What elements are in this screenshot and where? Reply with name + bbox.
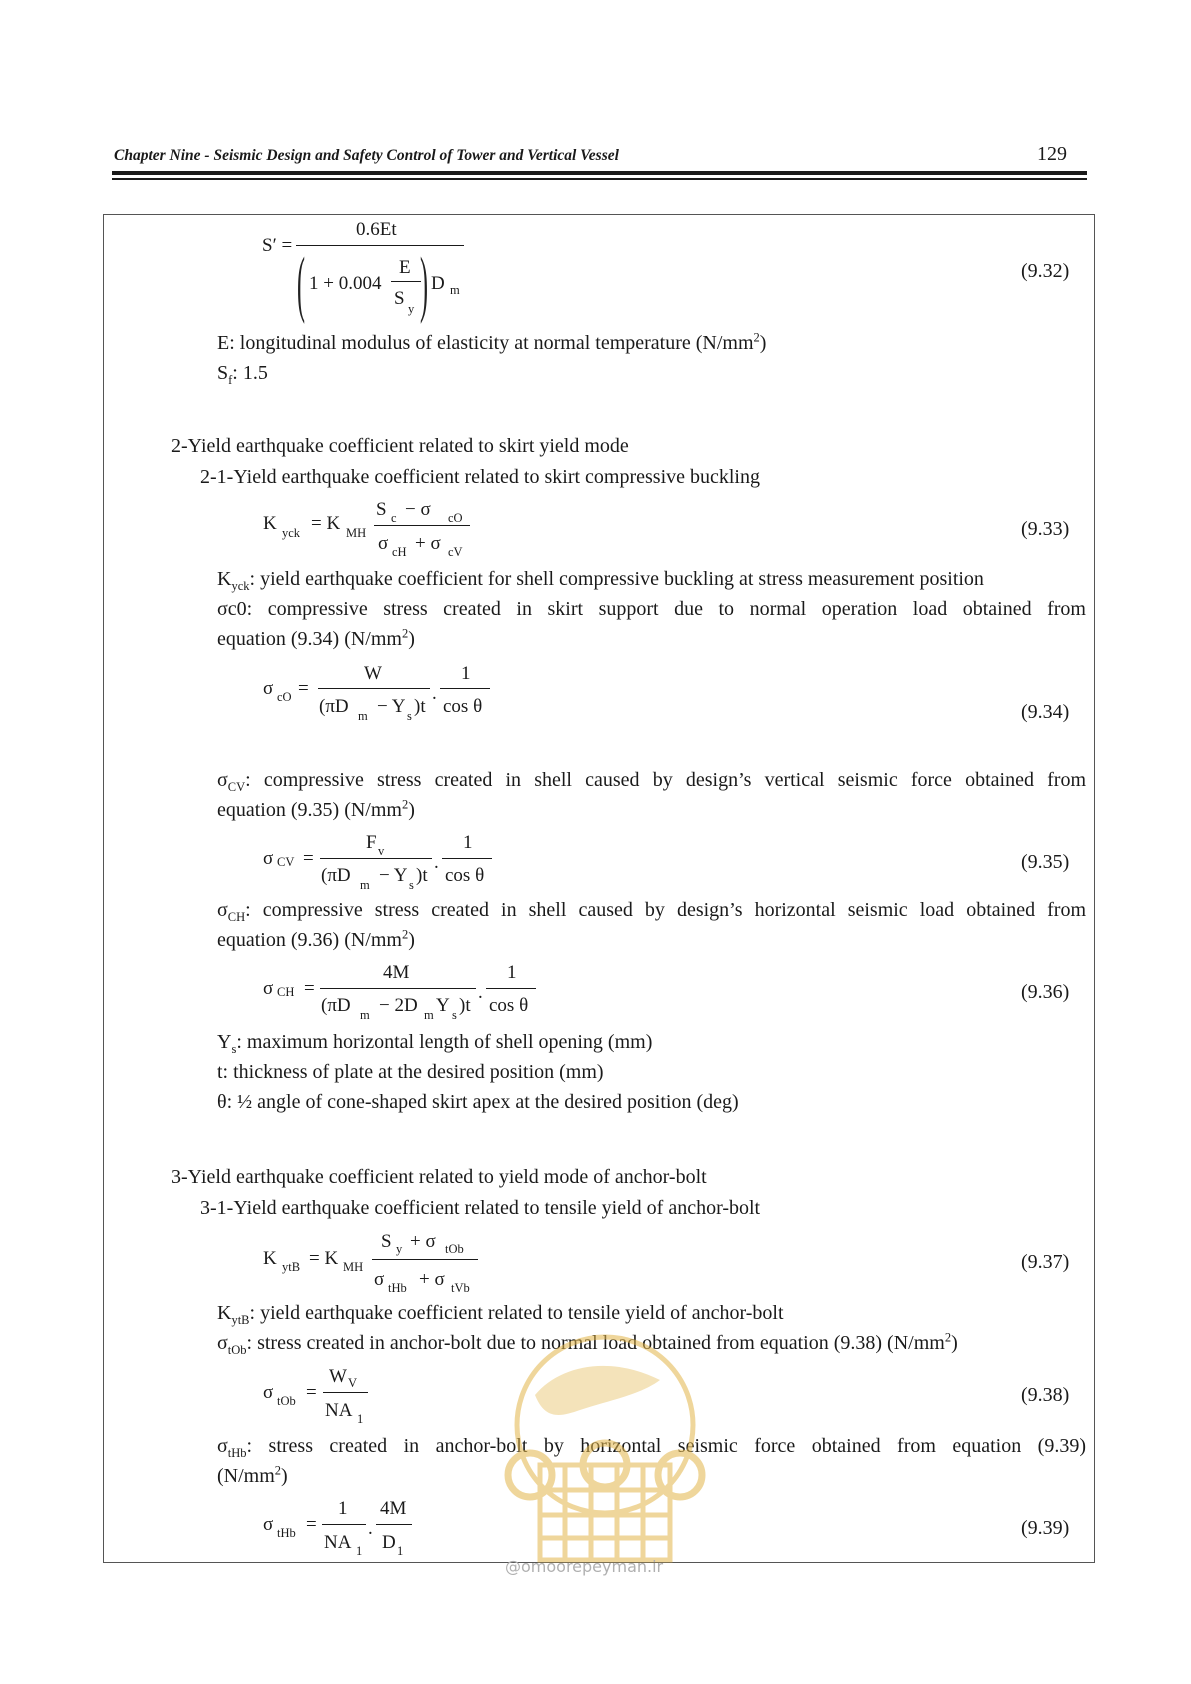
fraction-bar — [442, 858, 492, 859]
equation-number: (9.38) — [1021, 1384, 1070, 1406]
section-heading-2: 2-Yield earthquake coefficient related to skirt yield mode — [171, 435, 629, 457]
inner-fraction-bar — [391, 281, 421, 282]
omoore-peyman-logo-icon — [490, 1325, 720, 1570]
fraction-bar — [322, 1524, 366, 1525]
fraction-bar — [323, 1392, 368, 1393]
equation-number: (9.36) — [1021, 981, 1070, 1003]
definition-sigma-CH-line1: $\sigma_{CH}$: compressive stress created in shell caused by design’s horizontal seismic load obtained from — [217, 899, 1086, 924]
definition-sigma-tHb-line2: $(N/mm^2)$ — [217, 1463, 288, 1487]
definition-sc0-line1: σc0: compressive stress created in skirt support due to normal operation load obtained from — [217, 598, 1086, 620]
running-header-title: Chapter Nine - Seismic Design and Safety Control of Tower and Vertical Vessel — [114, 147, 619, 164]
eq-den-one: 1 + 0.004 — [309, 273, 382, 294]
definition-sc0-line2: equation (9.34) $(N/mm^2)$ — [217, 626, 415, 650]
eq-den-S-sub: y — [408, 302, 415, 316]
definition-sigma-CV-line1: $\sigma_{CV}$: compressive stress created in shell caused by design’s vertical seismic force obtained from — [217, 769, 1086, 794]
definition-Kyck: $K_{yck}$: yield earthquake coefficient for shell compressive buckling at stress measurement position — [217, 568, 984, 593]
fraction-bar — [320, 858, 432, 859]
definition-E: E: longitudinal modulus of elasticity at normal temperature $(N/mm^2)$ — [217, 330, 767, 354]
equation-number: (9.39) — [1021, 1517, 1070, 1539]
equation-number: (9.35) — [1021, 851, 1070, 873]
equation-number: (9.32) — [1021, 260, 1070, 282]
watermark-site-text: @omoorepeyman.ir — [505, 1557, 664, 1576]
definition-sigma-tOb: $\sigma_{tOb}$: stress created in anchor-bolt due to normal load obtained from equation (9.38) $(N/mm^2)$ — [217, 1330, 958, 1357]
fraction-bar — [320, 988, 476, 989]
eq-numerator: 0.6Et — [356, 219, 397, 240]
subsection-heading-3-1: 3-1-Yield earthquake coefficient related to tensile yield of anchor-bolt — [200, 1197, 761, 1219]
page-number: 129 — [1037, 143, 1067, 165]
fraction-bar — [296, 245, 464, 246]
definition-theta: θ: ½ angle of cone-shaped skirt apex at the desired position (deg) — [217, 1091, 739, 1113]
eq-lhs: S′ = — [262, 235, 293, 256]
definition-sigma-CH-line2: equation (9.36) $(N/mm^2)$ — [217, 927, 415, 951]
equation-number: (9.37) — [1021, 1251, 1070, 1273]
fraction-bar — [376, 1524, 412, 1525]
definition-sigma-CV-line2: equation (9.35) $(N/mm^2)$ — [217, 797, 415, 821]
fraction-bar — [486, 988, 536, 989]
right-paren: ) — [420, 245, 428, 327]
section-heading-3: 3-Yield earthquake coefficient related to yield mode of anchor-bolt — [171, 1166, 707, 1188]
fraction-bar — [372, 1259, 478, 1260]
definition-sigma-tHb-line1: $\sigma_{tHb}$: stress created in anchor-bolt by horizontal seismic force obtained from equation (9.39) — [217, 1435, 1086, 1460]
eq-den-D: D — [431, 273, 445, 294]
fraction-bar — [374, 525, 470, 526]
definition-KytB: $K_{ytB}$: yield earthquake coefficient related to tensile yield of anchor-bolt — [217, 1302, 784, 1327]
equation-number: (9.34) — [1021, 701, 1070, 723]
definition-Ys: $Y_s$: maximum horizontal length of shell opening (mm) — [217, 1031, 653, 1056]
eq-den-D-sub: m — [450, 283, 460, 297]
subsection-heading-2-1: 2-1-Yield earthquake coefficient related to skirt compressive buckling — [200, 466, 760, 488]
header-rule-thick — [112, 171, 1087, 175]
left-paren: ( — [297, 245, 305, 327]
header-rule-thin — [112, 178, 1087, 180]
definition-t: t: thickness of plate at the desired position (mm) — [217, 1061, 604, 1083]
equation-number: (9.33) — [1021, 518, 1070, 540]
eq-den-S: S — [394, 288, 405, 309]
fraction-bar — [440, 688, 490, 689]
eq-den-E: E — [399, 257, 411, 278]
at-icon: @ — [505, 1557, 521, 1576]
definition-Sf: $S_f$: 1.5 — [217, 362, 268, 387]
fraction-bar — [318, 688, 430, 689]
